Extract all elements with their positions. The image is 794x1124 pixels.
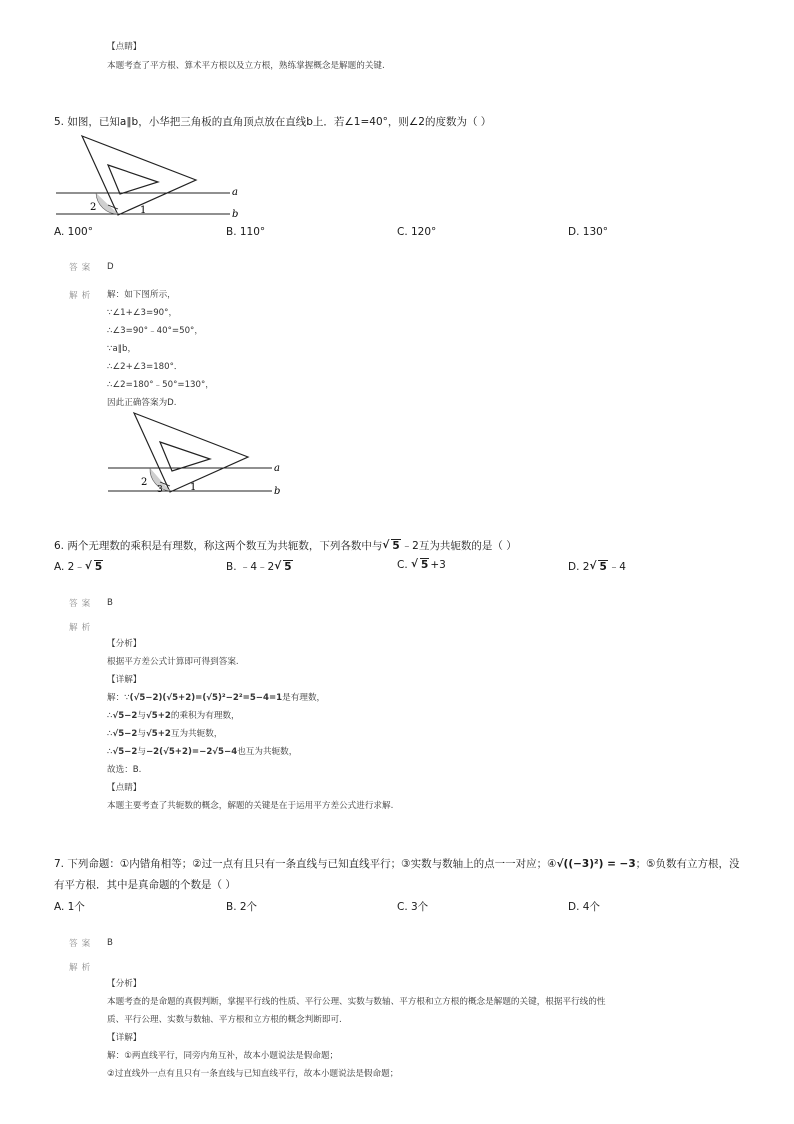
q5-answer-label: 答案 — [69, 263, 95, 273]
q7-fenxi-line-2: 质、平行公理、实数与数轴、平方根和立方根的概念判断即可. — [107, 1015, 342, 1025]
q7-xiangjie-label: 【详解】 — [107, 1033, 142, 1043]
sol-angle-1-label: 1 — [190, 482, 197, 493]
sol-line-a-label: a — [274, 463, 280, 474]
q6-answer: B — [107, 598, 113, 608]
q6-answer-label: 答案 — [69, 599, 95, 609]
q7-stem-line-1: 7. 下列命题：①内错角相等；②过一点有且只有一条直线与已知直线平行；③实数与数轴上的点一一对应；④√((−3)²) = −3；⑤负数有立方根，没 — [54, 858, 740, 870]
q6-xj-line-3: ∴√5−2与√5+2互为共轭数， — [107, 729, 223, 739]
sol-angle-2-label: 2 — [141, 477, 148, 488]
q5-option-c[interactable]: C. 120° — [397, 226, 437, 238]
line-a-label: a — [232, 187, 238, 198]
q7-xj-line-1: 解：①两直线平行，同旁内角互补，故本小题说法是假命题； — [107, 1051, 339, 1061]
sol-angle-3-label: 3 — [157, 485, 163, 495]
q6-fenxi: 根据平方差公式计算即可得到答案. — [107, 657, 239, 667]
q7-option-b[interactable]: B. 2个 — [226, 901, 258, 913]
q6-dianjing: 本题主要考查了共轭数的概念，解题的关键是在于运用平方差公式进行求解. — [107, 801, 394, 811]
q7-xj-line-2: ②过直线外一点有且只有一条直线与已知直线平行，故本小题说法是假命题； — [107, 1069, 399, 1079]
q6-fenxi-label: 【分析】 — [107, 639, 142, 649]
angle-2-label: 2 — [90, 202, 97, 213]
q6-xj-line-5: 故选：B. — [107, 765, 142, 775]
q6-option-d[interactable]: D. 2√ 5 ﹣4 — [568, 559, 626, 574]
q7-answer-label: 答案 — [69, 939, 95, 949]
q5-figure — [56, 133, 246, 223]
q5-line-7: 因此正确答案为D. — [107, 398, 177, 408]
q7-analysis-label: 解析 — [69, 963, 95, 973]
dianjing-label: 【点睛】 — [107, 42, 142, 52]
q6-xiangjie-label: 【详解】 — [107, 675, 142, 685]
dianjing-text: 本题考查了平方根、算术平方根以及立方根，熟练掌握概念是解题的关键. — [107, 61, 385, 71]
q7-answer: B — [107, 938, 113, 948]
q6-stem: 6. 两个无理数的乘积是有理数，称这两个数互为共轭数，下列各数中与√ 5 ﹣2互为共轭数的是（ ） — [54, 538, 517, 553]
q5-option-b[interactable]: B. 110° — [226, 226, 266, 238]
q5-solution-figure — [108, 410, 298, 500]
q5-option-a[interactable]: A. 100° — [54, 226, 93, 238]
q5-line-5: ∴∠2+∠3=180°． — [107, 362, 183, 372]
q7-fenxi-label: 【分析】 — [107, 979, 142, 989]
q7-fenxi-line-1: 本题考查的是命题的真假判断，掌握平行线的性质、平行公理、实数与数轴、平方根和立方根的概念是解题的关键，根据平行线的性 — [107, 997, 606, 1007]
q5-option-d[interactable]: D. 130° — [568, 226, 609, 238]
q5-line-1: 解：如下图所示， — [107, 290, 176, 300]
sol-line-b-label: b — [274, 486, 281, 497]
q6-option-a[interactable]: A. 2﹣√ 5 — [54, 559, 104, 574]
q6-option-c[interactable]: C. √ 5 +3 — [397, 559, 446, 571]
q5-stem: 5. 如图，已知a∥b，小华把三角板的直角顶点放在直线b上．若∠1=40°，则∠2的度数为（ ） — [54, 116, 492, 128]
q6-xj-line-2: ∴√5−2与√5+2的乘积为有理数， — [107, 711, 240, 721]
q6-analysis-label: 解析 — [69, 623, 95, 633]
q5-analysis-label: 解析 — [69, 291, 95, 301]
q7-stem-line-2: 有平方根．其中是真命题的个数是（ ） — [54, 879, 236, 891]
q7-option-a[interactable]: A. 1个 — [54, 901, 85, 913]
q6-option-b[interactable]: B. ﹣4﹣2√ 5 — [226, 559, 294, 574]
q5-line-2: ∵∠1+∠3=90°， — [107, 308, 178, 318]
line-b-label: b — [232, 209, 239, 220]
q7-option-c[interactable]: C. 3个 — [397, 901, 429, 913]
q6-xj-line-4: ∴√5−2与−2(√5+2)=−2√5−4也互为共轭数， — [107, 747, 298, 757]
angle-1-label: 1 — [140, 205, 147, 216]
q5-line-6: ∴∠2=180°﹣50°=130°， — [107, 380, 214, 390]
q5-line-4: ∵a∥b， — [107, 344, 137, 354]
q7-option-d[interactable]: D. 4个 — [568, 901, 600, 913]
q5-line-3: ∴∠3=90°﹣40°=50°， — [107, 326, 203, 336]
q6-xj-line-1: 解：∵(√5−2)(√5+2)=(√5)²−2²=5−4=1是有理数， — [107, 693, 326, 703]
q6-dianjing-label: 【点睛】 — [107, 783, 142, 793]
q5-answer: D — [107, 262, 114, 272]
